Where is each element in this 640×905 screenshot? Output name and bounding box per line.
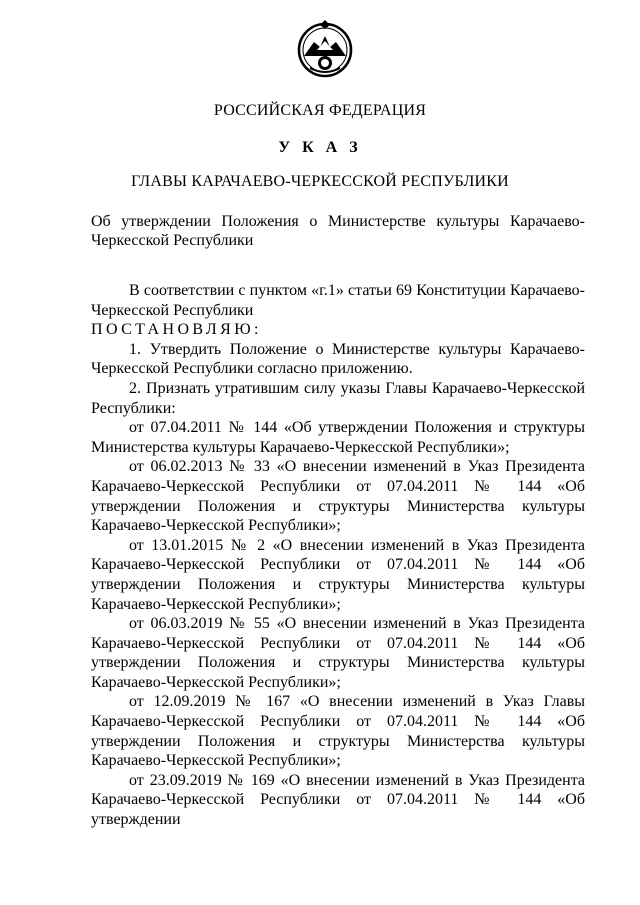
authority-heading: ГЛАВЫ КАРАЧАЕВО-ЧЕРКЕССКОЙ РЕСПУБЛИКИ [131,173,509,190]
item-paragraph: 2. Признать утратившим силу указы Главы Карачаево-Черкесской Республики: [91,379,585,417]
item-paragraph: 1. Утвердить Положение о Министерстве культуры Карачаево-Черкесской Республики согласно приложению. [91,340,585,378]
preamble-paragraph: В соответствии с пунктом «г.1» статьи 69 Конституции Карачаево-Черкесской Республики [91,282,585,319]
coat-of-arms-emblem [296,20,354,82]
document-type-heading: У К А З [278,139,362,156]
decree-word: ПОСТАНОВЛЯЮ: [91,321,262,339]
item-paragraph: от 13.01.2015 № 2 «О внесении изменений в Указ Президента Карачаево-Черкесской Республики от 07.04.2011 № 144 «Об утверждении Положения и структуры Министерства культуры Карачаево-Черкесской Республики»; [91,536,585,613]
item-paragraph: от 06.03.2019 № 55 «О внесении изменений в Указ Президента Карачаево-Черкесской Республики от 07.04.2011 № 144 «Об утверждении Положения и структуры Министерства культуры Карачаево-Черкесской Республики»; [91,615,585,691]
document-subject: Об утверждении Положения о Министерстве культуры Карачаево-Черкесской Республики [91,213,585,249]
item-paragraph: от 07.04.2011 № 144 «Об утверждении Положения и структуры Министерства культуры Карачаево-Черкесской Республики»; [91,419,585,456]
document-body [91,281,585,830]
item-paragraph: от 12.09.2019 № 167 «О внесении изменений в Указ Главы Карачаево-Черкесской Республики от 07.04.2011 № 144 «Об утверждении Положения и структуры Министерства культуры Карачаево-Черкесской Республики»; [91,693,585,770]
item-paragraph: от 23.09.2019 № 169 «О внесении изменений в Указ Президента Карачаево-Черкесской Республики от 07.04.2011 № 144 «Об утверждении [91,771,585,829]
country-heading: РОССИЙСКАЯ ФЕДЕРАЦИЯ [213,102,427,119]
item-paragraph: от 06.02.2013 № 33 «О внесении изменений в Указ Президента Карачаево-Черкесской Республики от 07.04.2011 № 144 «Об утверждении Положения и структуры Министерства культуры Карачаево-Черкесской Республики»; [91,458,585,535]
